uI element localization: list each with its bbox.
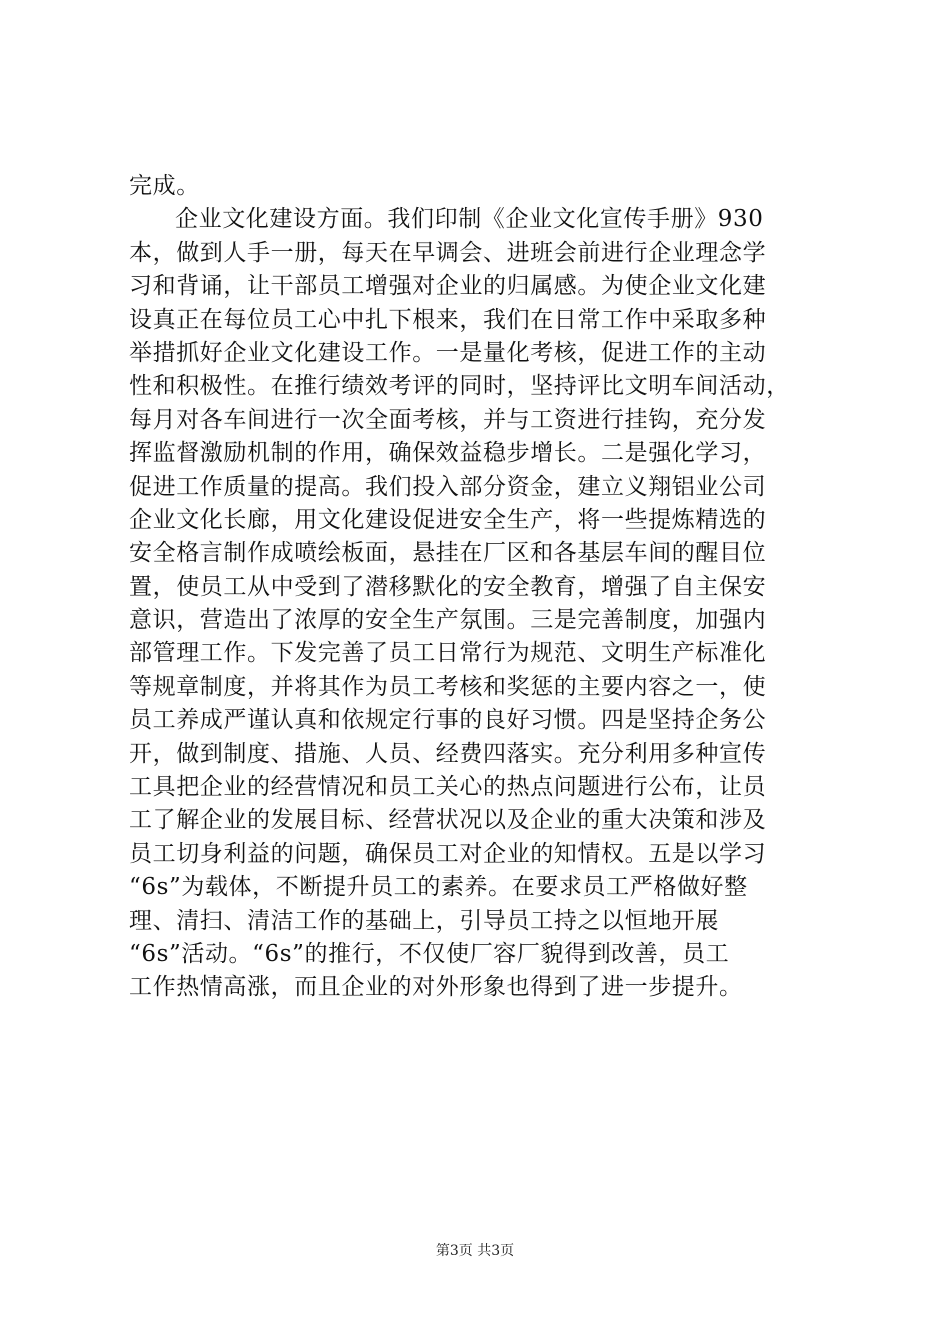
text-line: 每月对各车间进行一次全面考核，并与工资进行挂钩，充分发 bbox=[129, 406, 767, 433]
body-text bbox=[129, 170, 829, 1005]
text-line: 意识，营造出了浓厚的安全生产氛围。三是完善制度，加强内 bbox=[129, 607, 767, 634]
text-line: “6s”活动。“6s”的推行，不仅使厂容厂貌得到改善，员工 bbox=[129, 940, 730, 967]
text-line: 理、清扫、清洁工作的基础上，引导员工持之以恒地开展 bbox=[129, 907, 719, 934]
text-line: 工作热情高涨，而且企业的对外形象也得到了进一步提升。 bbox=[129, 974, 743, 1001]
text-line: 习和背诵，让干部员工增强对企业的归属感。为使企业文化建 bbox=[129, 273, 767, 300]
text-line: 举措抓好企业文化建设工作。一是量化考核，促进工作的主动 bbox=[129, 339, 767, 366]
text-line: 性和积极性。在推行绩效考评的同时，坚持评比文明车间活动， bbox=[129, 373, 790, 400]
text-line: 部管理工作。下发完善了员工日常行为规范、文明生产标准化 bbox=[129, 640, 767, 667]
text-line: 完成。 bbox=[129, 173, 200, 199]
text-line: 等规章制度，并将其作为员工考核和奖惩的主要内容之一，使 bbox=[129, 673, 767, 700]
text-line: 开，做到制度、措施、人员、经费四落实。充分利用多种宣传 bbox=[129, 740, 767, 767]
text-line: 工具把企业的经营情况和员工关心的热点问题进行公布，让员 bbox=[129, 774, 767, 801]
text-line: 企业文化建设方面。我们印制《企业文化宣传手册》930 bbox=[175, 206, 764, 233]
text-line: 促进工作质量的提高。我们投入部分资金，建立义翔铝业公司 bbox=[129, 473, 767, 500]
text-line: 企业文化长廊，用文化建设促进安全生产，将一些提炼精选的 bbox=[129, 506, 767, 533]
text-line: 挥监督激励机制的作用，确保效益稳步增长。二是强化学习， bbox=[129, 440, 767, 467]
text-line: 工了解企业的发展目标、经营状况以及企业的重大决策和涉及 bbox=[129, 807, 767, 834]
text-line: “6s”为载体，不断提升员工的素养。在要求员工严格做好整 bbox=[129, 874, 748, 901]
page-number-label: 第3页 共3页 bbox=[435, 1243, 515, 1259]
text-line: 置，使员工从中受到了潜移默化的安全教育，增强了自主保安 bbox=[129, 573, 767, 600]
text-line: 安全格言制作成喷绘板面，悬挂在厂区和各基层车间的醒目位 bbox=[129, 540, 767, 567]
page-footer bbox=[0, 1241, 950, 1261]
text-line: 员工养成严谨认真和依规定行事的良好习惯。四是坚持企务公 bbox=[129, 707, 767, 734]
text-line: 员工切身利益的问题，确保员工对企业的知情权。五是以学习 bbox=[129, 840, 767, 867]
text-line: 本，做到人手一册，每天在早调会、进班会前进行企业理念学 bbox=[129, 239, 767, 266]
text-line: 设真正在每位员工心中扎下根来，我们在日常工作中采取多种 bbox=[129, 306, 767, 333]
